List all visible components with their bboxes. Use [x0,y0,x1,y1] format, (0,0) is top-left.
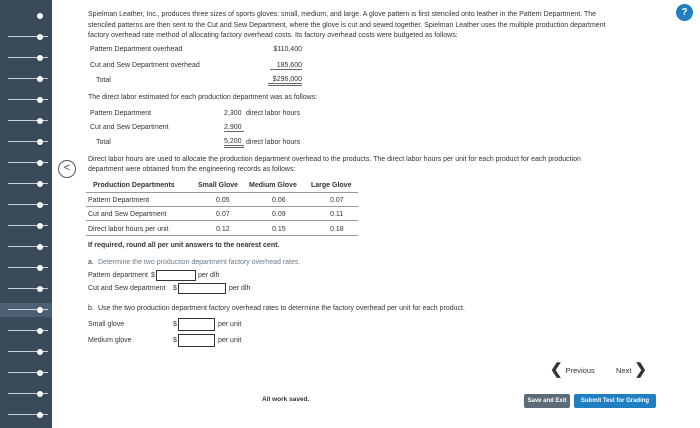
intro-line: factory overhead rate method of allocating factory overhead costs. Its factory overhead costs were budgeted as follows: [88,32,458,39]
labor-value: 2,300 [224,110,242,117]
part-b-row-suffix: per unit [218,321,242,328]
table-row-label: Direct labor hours per unit [88,226,169,233]
nav-item-current[interactable] [0,303,52,317]
table-cell: 0.07 [330,197,344,204]
medium-glove-input[interactable] [178,334,215,347]
table-divider [86,192,358,193]
table-divider [86,220,358,221]
nav-dot [37,139,43,145]
nav-dot [37,34,43,40]
previous-button[interactable] [550,362,595,378]
nav-dot [37,370,43,376]
problem-intro [88,10,648,42]
nav-item[interactable] [0,219,52,233]
nav-item[interactable] [0,345,52,359]
table-cell: 0.09 [272,211,286,218]
part-a-prompt: Determine the two production department factory overhead rates. [98,259,301,266]
table-cell: 0.15 [272,226,286,233]
submit-test-button[interactable]: Submit Test for Grading [574,394,656,408]
nav-dot [37,160,43,166]
nav-item[interactable] [0,156,52,170]
rounding-note: If required, round all per unit answers to the nearest cent. [88,242,280,249]
nav-item[interactable] [0,324,52,338]
overhead-total-value: $296,000 [268,76,302,86]
nav-dot [37,328,43,334]
overhead-value: $110,400 [273,46,302,53]
nav-item[interactable] [0,240,52,254]
nav-item[interactable] [0,9,52,23]
chevron-left-icon: ❮ [550,361,563,378]
nav-item[interactable] [0,51,52,65]
table-cell: 0.05 [216,197,230,204]
overhead-value: 185,600 [270,62,302,70]
part-b-prefix: b. [88,305,94,312]
table-cell: 0.06 [272,197,286,204]
save-status: All work saved. [262,396,310,403]
pattern-rate-input[interactable] [156,270,196,281]
labor-total-label: Total [96,139,111,146]
overhead-label: Cut and Sew Department overhead [90,62,200,69]
nav-dot [37,265,43,271]
nav-item[interactable] [0,93,52,107]
nav-dot [37,223,43,229]
table-header: Small Glove [198,182,239,189]
table-cell: 0.18 [330,226,344,233]
save-and-exit-button[interactable]: Save and Exit [524,394,570,408]
table-header: Large Glove [311,182,352,189]
nav-item[interactable] [0,30,52,44]
nav-dot [37,286,43,292]
table-divider [86,206,358,207]
question-sidebar [0,0,52,428]
nav-dot [37,391,43,397]
labor-label: Pattern Department [90,110,152,117]
chevron-right-icon: ❯ [634,361,647,378]
part-a-prefix: a. [88,259,94,266]
labor-intro: The direct labor estimated for each production department was as follows: [88,94,318,101]
table-header: Production Departments [93,182,175,189]
nav-dot [37,97,43,103]
part-a-row-label: Pattern department [88,272,148,279]
part-a-row-suffix: per dlh [229,285,251,292]
overhead-label: Pattern Department overhead [90,46,183,53]
part-b-row-label: Small glove [88,321,125,328]
table-row-label: Pattern Department [88,197,150,204]
labor-unit: direct labor hours [246,110,301,117]
currency-symbol: $ [151,272,155,279]
nav-dot [37,13,43,19]
labor-label: Cut and Sew Department [90,124,169,131]
nav-item[interactable] [0,177,52,191]
nav-dot [37,307,43,313]
help-icon[interactable]: ? [676,4,693,21]
nav-item[interactable] [0,261,52,275]
previous-label: Previous [565,365,595,375]
labor-total-unit: direct labor hours [246,139,301,146]
nav-item[interactable] [0,135,52,149]
nav-dot [37,349,43,355]
intro-line: Spielman Leather, Inc., produces three sizes of sports gloves: small, medium, and large. A glove pattern is first stenciled onto leather in the Pattern Department. The [88,11,597,18]
intro-line: stenciled patterns are then sent to the Cut and Sew Department, where the glove is cut and sewed together. Spielman Leather uses the multiple production department [88,21,606,29]
nav-item[interactable] [0,366,52,380]
nav-item[interactable] [0,408,52,422]
table-row-label: Cut and Sew Department [88,211,167,218]
nav-item[interactable] [0,114,52,128]
nav-dot [37,118,43,124]
table-cell: 0.11 [330,211,344,218]
collapse-panel-chevron-icon[interactable]: < [58,160,76,178]
nav-dot [37,55,43,61]
currency-symbol: $ [173,337,177,344]
nav-item[interactable] [0,387,52,401]
nav-item[interactable] [0,198,52,212]
usage-line: Direct labor hours are used to allocate the production department overhead to the products. The direct labor hours per unit for each product for each production [88,156,581,163]
currency-symbol: $ [173,285,177,292]
table-divider [86,235,358,236]
part-a-row-suffix: per dlh [198,272,220,279]
next-label: Next [616,365,632,375]
nav-dot [37,412,43,418]
nav-item[interactable] [0,282,52,296]
overhead-total-label: Total [96,77,111,84]
cut-sew-rate-input[interactable] [178,283,226,294]
labor-value: 2,900 [224,124,244,132]
part-b-row-label: Medium glove [88,337,132,344]
nav-item[interactable] [0,72,52,86]
usage-line: department were obtained from the engineering records as follows: [88,166,296,173]
part-b-row-suffix: per unit [218,337,242,344]
labor-total-value: 5,200 [224,138,244,148]
small-glove-input[interactable] [178,318,215,331]
nav-dot [37,244,43,250]
part-a-row-label: Cut and Sew department [88,285,166,292]
nav-dot [37,202,43,208]
next-button[interactable] [616,362,647,378]
nav-dot [37,181,43,187]
table-cell: 0.07 [216,211,230,218]
table-header: Medium Glove [249,182,297,189]
nav-dot [37,76,43,82]
table-cell: 0.12 [216,226,230,233]
currency-symbol: $ [173,321,177,328]
part-b-prompt: Use the two production department factory overhead rates to determine the factory overhead per unit for each product. [98,305,465,312]
